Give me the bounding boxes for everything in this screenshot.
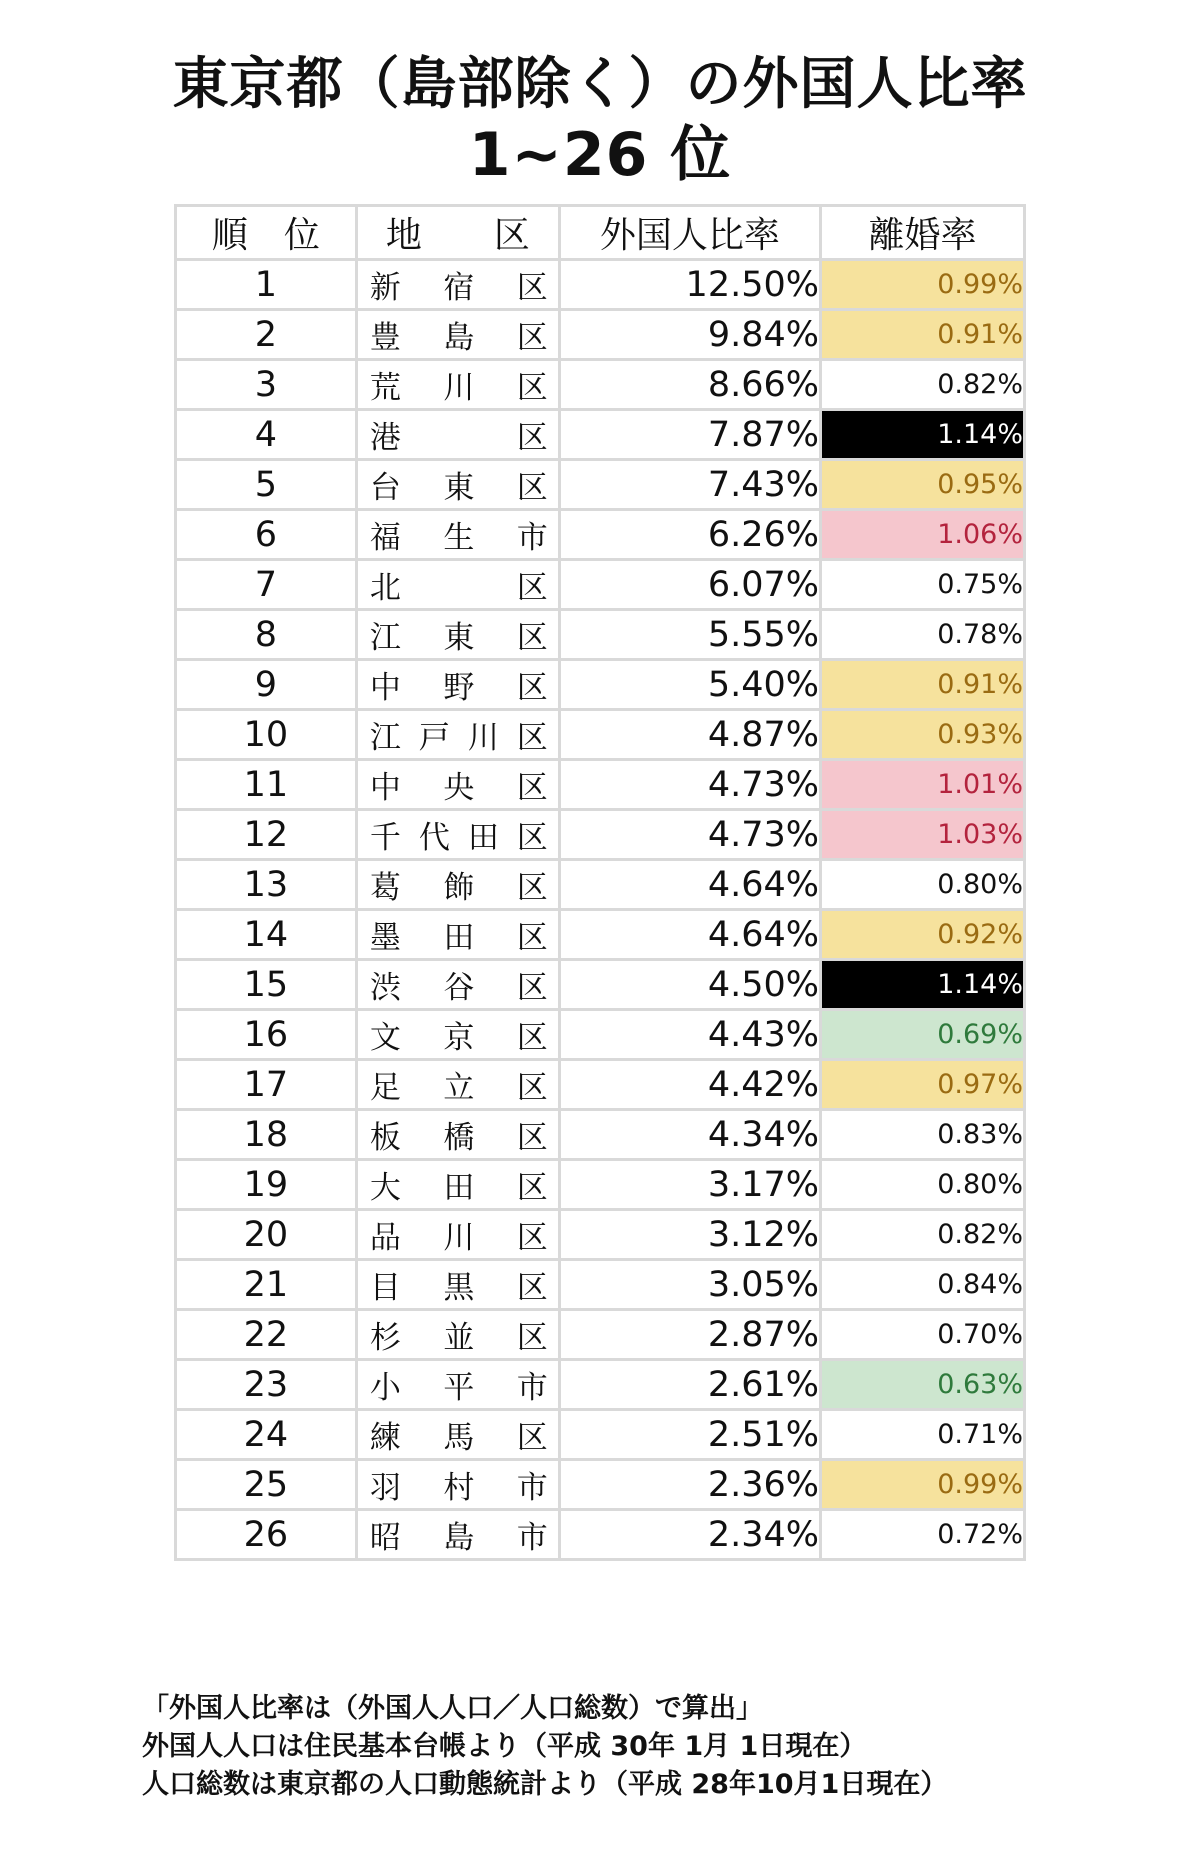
area-char: 区	[516, 1170, 548, 1206]
area-char: 区	[516, 870, 548, 906]
area-char: 墨	[369, 920, 401, 956]
foreign-ratio-cell: 5.40%	[559, 660, 820, 710]
table-row	[176, 760, 1025, 810]
divorce-rate-cell: 0.91%	[821, 660, 1025, 710]
divorce-rate-cell: 0.82%	[821, 360, 1025, 410]
rank-cell: 24	[176, 1410, 357, 1460]
divorce-rate-cell: 0.72%	[821, 1510, 1025, 1560]
header-area: 地 区	[356, 206, 559, 260]
divorce-rate-cell: 0.91%	[821, 310, 1025, 360]
area-char: 渋	[369, 970, 401, 1006]
divorce-rate-cell: 0.82%	[821, 1210, 1025, 1260]
foreign-ratio-cell: 4.87%	[559, 710, 820, 760]
table-row	[176, 1010, 1025, 1060]
area-char: 野	[443, 670, 475, 706]
area-char: 福	[369, 520, 401, 556]
area-char: 市	[516, 1470, 548, 1506]
rank-cell: 9	[176, 660, 357, 710]
table-body	[176, 260, 1025, 1560]
area-char: 区	[516, 420, 548, 456]
rank-cell: 26	[176, 1510, 357, 1560]
area-char: 馬	[443, 1420, 475, 1456]
table-row	[176, 1160, 1025, 1210]
rank-cell: 14	[176, 910, 357, 960]
area-char: 島	[443, 320, 475, 356]
area-char: 大	[369, 1170, 401, 1206]
table-row	[176, 610, 1025, 660]
area-cell	[356, 1010, 559, 1060]
divorce-rate-cell: 0.99%	[821, 260, 1025, 310]
table-row	[176, 1260, 1025, 1310]
area-char: 足	[369, 1070, 401, 1106]
table-row	[176, 1210, 1025, 1260]
area-char: 区	[516, 1420, 548, 1456]
rank-cell: 8	[176, 610, 357, 660]
table-row	[176, 560, 1025, 610]
area-cell	[356, 260, 559, 310]
divorce-rate-cell: 0.80%	[821, 860, 1025, 910]
area-cell	[356, 960, 559, 1010]
divorce-rate-cell: 0.71%	[821, 1410, 1025, 1460]
divorce-rate-cell: 0.78%	[821, 610, 1025, 660]
area-char: 平	[443, 1370, 475, 1406]
foreign-ratio-cell: 2.51%	[559, 1410, 820, 1460]
area-char: 区	[516, 1270, 548, 1306]
area-char: 昭	[369, 1520, 401, 1556]
table-row	[176, 960, 1025, 1010]
area-char: 区	[516, 1070, 548, 1106]
area-name	[358, 1312, 558, 1357]
area-cell	[356, 610, 559, 660]
area-char: 立	[443, 1070, 475, 1106]
area-char: 品	[369, 1220, 401, 1256]
rank-cell: 23	[176, 1360, 357, 1410]
area-cell	[356, 1210, 559, 1260]
area-name	[358, 262, 558, 307]
area-name	[358, 1262, 558, 1307]
area-name	[358, 312, 558, 357]
area-cell	[356, 1110, 559, 1160]
rank-cell: 16	[176, 1010, 357, 1060]
rank-cell: 3	[176, 360, 357, 410]
area-char: 飾	[443, 870, 475, 906]
table-row	[176, 310, 1025, 360]
header-divorce-rate: 離婚率	[821, 206, 1025, 260]
divorce-rate-cell: 0.92%	[821, 910, 1025, 960]
foreign-ratio-cell: 4.73%	[559, 760, 820, 810]
area-cell	[356, 1460, 559, 1510]
divorce-rate-cell: 0.99%	[821, 1460, 1025, 1510]
area-char: 葛	[369, 870, 401, 906]
area-name	[358, 712, 558, 757]
area-char: 田	[443, 1170, 475, 1206]
area-char: 練	[369, 1420, 401, 1456]
divorce-rate-cell: 0.75%	[821, 560, 1025, 610]
foreign-ratio-cell: 2.36%	[559, 1460, 820, 1510]
table-row	[176, 910, 1025, 960]
area-name	[358, 562, 558, 607]
foreign-ratio-cell: 4.73%	[559, 810, 820, 860]
area-cell	[356, 1510, 559, 1560]
area-name	[358, 612, 558, 657]
foreign-ratio-cell: 6.26%	[559, 510, 820, 560]
area-cell	[356, 1060, 559, 1110]
area-char: 並	[443, 1320, 475, 1356]
area-char: 橋	[443, 1120, 475, 1156]
page-subtitle: 1~26 位	[468, 120, 732, 190]
area-char: 戸	[418, 720, 450, 756]
table-row	[176, 460, 1025, 510]
area-char: 区	[516, 1320, 548, 1356]
foreign-ratio-cell: 3.17%	[559, 1160, 820, 1210]
area-name	[358, 812, 558, 857]
area-cell	[356, 810, 559, 860]
area-char: 区	[516, 820, 548, 856]
footnote-formula: 「外国人比率は（外国人人口／人口総数）で算出」	[142, 1693, 763, 1724]
area-char: 文	[369, 1020, 401, 1056]
area-char: 川	[467, 720, 499, 756]
area-char: 区	[516, 720, 548, 756]
area-char: 区	[516, 970, 548, 1006]
area-char: 黒	[443, 1270, 475, 1306]
header-foreign-ratio: 外国人比率	[559, 206, 820, 260]
table-header-row	[176, 206, 1025, 260]
area-cell	[356, 860, 559, 910]
rank-cell: 20	[176, 1210, 357, 1260]
footnote-total-source: 人口総数は東京都の人口動態統計より（平成 28年10月1日現在）	[142, 1769, 948, 1800]
area-name	[358, 1212, 558, 1257]
foreign-ratio-cell: 2.61%	[559, 1360, 820, 1410]
foreign-ratio-cell: 4.64%	[559, 860, 820, 910]
area-name	[358, 1512, 558, 1557]
area-char: 区	[516, 1120, 548, 1156]
area-cell	[356, 410, 559, 460]
area-cell	[356, 360, 559, 410]
foreign-ratio-cell: 3.05%	[559, 1260, 820, 1310]
table-row	[176, 860, 1025, 910]
rank-cell: 4	[176, 410, 357, 460]
area-char: 区	[516, 570, 548, 606]
table-row	[176, 360, 1025, 410]
area-char: 目	[369, 1270, 401, 1306]
rank-cell: 22	[176, 1310, 357, 1360]
divorce-rate-cell: 0.93%	[821, 710, 1025, 760]
area-name	[358, 1112, 558, 1157]
area-cell	[356, 510, 559, 560]
area-cell	[356, 1360, 559, 1410]
foreign-ratio-cell: 7.43%	[559, 460, 820, 510]
rank-cell: 13	[176, 860, 357, 910]
foreign-ratio-cell: 6.07%	[559, 560, 820, 610]
table-row	[176, 810, 1025, 860]
table-row	[176, 710, 1025, 760]
area-char: 区	[516, 1020, 548, 1056]
area-char: 川	[443, 1220, 475, 1256]
area-cell	[356, 1260, 559, 1310]
area-char: 新	[369, 270, 401, 306]
divorce-rate-cell: 1.06%	[821, 510, 1025, 560]
area-name	[358, 1062, 558, 1107]
area-char: 代	[418, 820, 450, 856]
area-name	[358, 862, 558, 907]
foreign-ratio-cell: 2.87%	[559, 1310, 820, 1360]
ranking-table	[174, 204, 1026, 1561]
table-row	[176, 1110, 1025, 1160]
foreign-ratio-cell: 4.64%	[559, 910, 820, 960]
table-row	[176, 1410, 1025, 1460]
rank-cell: 18	[176, 1110, 357, 1160]
area-char: 川	[443, 370, 475, 406]
area-char: 小	[369, 1370, 401, 1406]
area-name	[358, 962, 558, 1007]
area-char: 京	[443, 1020, 475, 1056]
area-cell	[356, 310, 559, 360]
rank-cell: 11	[176, 760, 357, 810]
rank-cell: 7	[176, 560, 357, 610]
area-char: 区	[516, 370, 548, 406]
area-char: 区	[516, 270, 548, 306]
area-name	[358, 362, 558, 407]
header-rank: 順 位	[176, 206, 357, 260]
area-char: 台	[369, 470, 401, 506]
table-row	[176, 410, 1025, 460]
area-char: 市	[516, 520, 548, 556]
area-char: 東	[443, 620, 475, 656]
rank-cell: 2	[176, 310, 357, 360]
area-name	[358, 1162, 558, 1207]
area-char: 村	[443, 1470, 475, 1506]
area-name	[358, 1412, 558, 1457]
divorce-rate-cell: 0.70%	[821, 1310, 1025, 1360]
area-cell	[356, 760, 559, 810]
area-char: 田	[467, 820, 499, 856]
rank-cell: 10	[176, 710, 357, 760]
table-row	[176, 1310, 1025, 1360]
area-char: 市	[516, 1520, 548, 1556]
area-cell	[356, 1410, 559, 1460]
area-cell	[356, 710, 559, 760]
rank-cell: 5	[176, 460, 357, 510]
area-char: 市	[516, 1370, 548, 1406]
area-char: 豊	[369, 320, 401, 356]
divorce-rate-cell: 1.01%	[821, 760, 1025, 810]
area-cell	[356, 910, 559, 960]
divorce-rate-cell: 1.14%	[821, 960, 1025, 1010]
area-char: 港	[369, 420, 401, 456]
area-char: 中	[369, 670, 401, 706]
area-char: 北	[369, 570, 401, 606]
area-name	[358, 412, 558, 457]
foreign-ratio-cell: 5.55%	[559, 610, 820, 660]
foreign-ratio-cell: 4.34%	[559, 1110, 820, 1160]
rank-cell: 1	[176, 260, 357, 310]
page-title: 東京都（島部除く）の外国人比率	[172, 52, 1028, 117]
foreign-ratio-cell: 7.87%	[559, 410, 820, 460]
area-name	[358, 1462, 558, 1507]
area-char: 区	[516, 670, 548, 706]
area-cell	[356, 560, 559, 610]
divorce-rate-cell: 0.84%	[821, 1260, 1025, 1310]
area-char: 中	[369, 770, 401, 806]
area-char: 宿	[443, 270, 475, 306]
area-char: 区	[516, 920, 548, 956]
area-name	[358, 912, 558, 957]
table-row	[176, 1360, 1025, 1410]
rank-cell: 25	[176, 1460, 357, 1510]
area-char: 区	[516, 1220, 548, 1256]
divorce-rate-cell: 0.80%	[821, 1160, 1025, 1210]
area-char: 区	[516, 620, 548, 656]
area-cell	[356, 660, 559, 710]
area-name	[358, 462, 558, 507]
footnote-foreign-source: 外国人人口は住民基本台帳より（平成 30年 1月 1日現在）	[142, 1731, 867, 1762]
rank-cell: 21	[176, 1260, 357, 1310]
area-char: 生	[443, 520, 475, 556]
area-cell	[356, 460, 559, 510]
area-char: 区	[516, 320, 548, 356]
foreign-ratio-cell: 3.12%	[559, 1210, 820, 1260]
divorce-rate-cell: 0.97%	[821, 1060, 1025, 1110]
divorce-rate-cell: 0.69%	[821, 1010, 1025, 1060]
divorce-rate-cell: 0.95%	[821, 460, 1025, 510]
area-char: 央	[443, 770, 475, 806]
area-name	[358, 762, 558, 807]
area-char: 羽	[369, 1470, 401, 1506]
divorce-rate-cell: 0.63%	[821, 1360, 1025, 1410]
table-row	[176, 660, 1025, 710]
area-name	[358, 1012, 558, 1057]
foreign-ratio-cell: 12.50%	[559, 260, 820, 310]
foreign-ratio-cell: 9.84%	[559, 310, 820, 360]
rank-cell: 6	[176, 510, 357, 560]
area-char: 荒	[369, 370, 401, 406]
table-row	[176, 1060, 1025, 1110]
foreign-ratio-cell: 2.34%	[559, 1510, 820, 1560]
foreign-ratio-cell: 8.66%	[559, 360, 820, 410]
area-char: 江	[369, 620, 401, 656]
area-cell	[356, 1310, 559, 1360]
area-char: 千	[369, 820, 401, 856]
table-row	[176, 1510, 1025, 1560]
area-char: 杉	[369, 1320, 401, 1356]
area-name	[358, 1362, 558, 1407]
area-char: 島	[443, 1520, 475, 1556]
footnotes	[142, 1690, 1152, 1804]
divorce-rate-cell: 1.03%	[821, 810, 1025, 860]
rank-cell: 15	[176, 960, 357, 1010]
divorce-rate-cell: 1.14%	[821, 410, 1025, 460]
table-row	[176, 260, 1025, 310]
divorce-rate-cell: 0.83%	[821, 1110, 1025, 1160]
rank-cell: 12	[176, 810, 357, 860]
area-char: 江	[369, 720, 401, 756]
area-char: 区	[516, 770, 548, 806]
area-cell	[356, 1160, 559, 1210]
table-row	[176, 1460, 1025, 1510]
rank-cell: 17	[176, 1060, 357, 1110]
rank-cell: 19	[176, 1160, 357, 1210]
foreign-ratio-cell: 4.42%	[559, 1060, 820, 1110]
area-name	[358, 512, 558, 557]
area-char: 区	[516, 470, 548, 506]
foreign-ratio-cell: 4.43%	[559, 1010, 820, 1060]
area-char: 谷	[443, 970, 475, 1006]
area-char: 東	[443, 470, 475, 506]
foreign-ratio-cell: 4.50%	[559, 960, 820, 1010]
table-row	[176, 510, 1025, 560]
area-char: 板	[369, 1120, 401, 1156]
area-char: 田	[443, 920, 475, 956]
area-name	[358, 662, 558, 707]
